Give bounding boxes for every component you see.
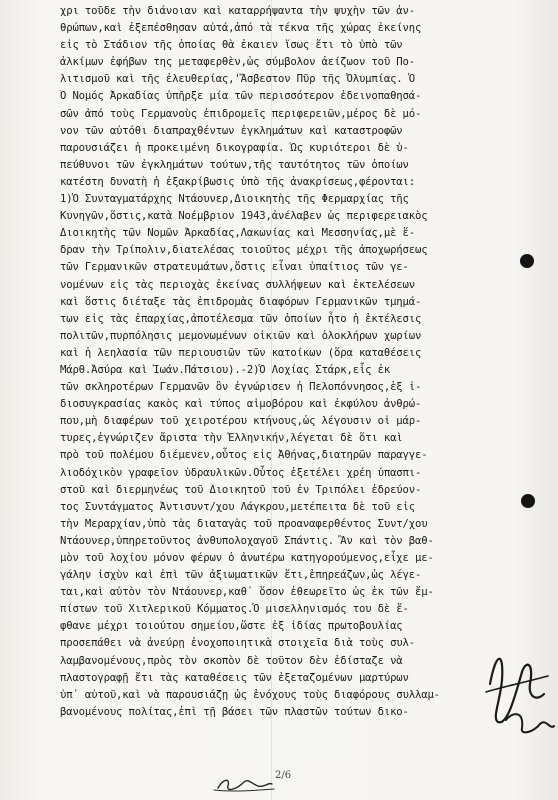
text-line: φθανε μέχρι τοιούτου σημείου,ὥστε ἐξ ἰδίας πρωτοβουλίας bbox=[60, 620, 403, 633]
punch-hole-icon bbox=[520, 254, 534, 268]
text-line: πολιτῶν,πυρπόλησις μεμονωμένων οἰκιῶν καὶ ὁλοκλήρων χωρίων bbox=[60, 329, 422, 342]
text-line: νον τῶν αὐτόθι διαπραχθέντων ἐγκλημάτων καὶ καταστροφῶν bbox=[60, 124, 403, 137]
text-line: στοῦ καὶ διερμηνέως τοῦ Διοικητοῦ τοῦ ἐν Τριπόλει ἑδρεύον- bbox=[60, 483, 422, 496]
text-line: τυρες,ἐγνώριζεν ἄριστα τὴν Ἑλληνικήν,λέγεται δὲ ὅτι καὶ bbox=[60, 432, 403, 445]
text-line: προσεπάθει νὰ ἀνεύρῃ ἐνοχοποιητικὰ στοιχεῖα διὰ τοὺς συλ- bbox=[60, 637, 415, 650]
text-line: Κυνηγῶν,ὅστις,κατὰ Νοέμβριον 1943,ἀνέλαβεν ὡς περιφερειακὸς bbox=[60, 210, 428, 223]
text-line: ὑπ᾽ αὐτοῦ,καὶ νὰ παρουσιάζῃ ὡς ἐνόχους τοὺς διαφόρους συλλαμ- bbox=[60, 688, 440, 701]
text-line: ἀλκίμων ἐφήβων της μεταφερθὲν,ὡς σύμβολον ἀείζωον τοῦ Πο- bbox=[60, 56, 415, 69]
text-line: πρὸ τοῦ πολέμου διέμενεν,οὗτος εἰς Ἀθήνας,διατηρῶν παραγγε- bbox=[60, 449, 428, 462]
text-line: καὶ ἡ λεηλασία τῶν περιουσιῶν τῶν κατοίκων (ὅρα καταθέσεις bbox=[60, 346, 422, 359]
text-line: 1)Ὁ Συνταγματάρχης Ντάουνερ,Διοικητὴς τῆς Φερμαρχίας τῆς bbox=[60, 193, 409, 206]
handwritten-signature bbox=[478, 632, 556, 742]
text-line: τῶν σκληροτέρων Γερμανῶν ὃν ἐγνώρισεν ἡ Πελοπόννησος,ἐξ ἰ- bbox=[60, 381, 422, 394]
text-line: εἰς τὸ Στάδιον τῆς ὁποίας θὰ ἐκαιεν ἴσως ἔτι τὸ ὑπὸ τῶν bbox=[60, 39, 403, 52]
text-line: Ὁ Νομός Ἀρκαδίας ὑπῆρξε μία τῶν περισσότερον ἐδεινοπαθησά- bbox=[60, 90, 422, 103]
text-line: τῶν Γερμανικῶν στρατευμάτων,ὅστις εἶναι ὑπαίτιος τῶν γε- bbox=[60, 261, 409, 274]
handwritten-initials bbox=[210, 770, 330, 794]
typewritten-text-block bbox=[60, 3, 530, 721]
text-line: τὴν Μεραρχίαν,ὑπὸ τὰς διαταγὰς τοῦ προαναφερθέντος Συντ/χου bbox=[60, 517, 428, 530]
text-line: παρουσιάζει ἡ προκειμένη δικογραφία. Ὡς κυριότεροι δὲ ὑ- bbox=[60, 141, 409, 154]
text-line: γάλην ἰσχὺν καὶ ἐπὶ τῶν ἀξιωματικῶν ἔτι,ἐπηρεάζων,ὡς λέγε- bbox=[60, 569, 422, 582]
text-line: κατέστη δυνατὴ ἡ ἐξακρίβωσις ὑπὸ τῆς ἀνακρίσεως,φέρονται: bbox=[60, 175, 415, 188]
text-line: Μάρθ.Ἀσύρα καὶ Ἰωάν.Πάτσιου).-2)Ὁ Λοχίας Στάρκ,εἷς ἐκ bbox=[60, 363, 391, 376]
text-line: σῶν ἀπό τοὺς Γερμανοὺς ἐπιδρομεῖς περιφερειῶν,μέρος δὲ μό- bbox=[60, 107, 422, 120]
text-line: πίστων τοῦ Χιτλερικοῦ Κόμματος.Ὁ μισελληνισμός του δὲ ἔ- bbox=[60, 603, 409, 616]
text-line: λιτισμοῦ καὶ τῆς ἐλευθερίας,'Ἄσβεστον Πῦρ τῆς Ὀλυμπίας. Ὁ bbox=[60, 73, 415, 86]
text-line: λαμβανομένους,πρὸς τὸν σκοπὸν δὲ τοῦτον δὲν ἐδίσταζε νὰ bbox=[60, 654, 403, 667]
punch-hole-icon bbox=[521, 494, 535, 508]
page-number: 2/6 bbox=[275, 770, 292, 781]
text-line: νομένων εἰς τὰς περιοχὰς ἐκείνας συλλήψεων καὶ ἐκτελέσεων bbox=[60, 278, 415, 291]
text-line: ται,καὶ αὐτὸν τὸν Ντάουνερ,καθ᾽ ὅσον ἐθεωρεῖτο ὡς ἐκ τῶν ἔμ- bbox=[60, 586, 434, 599]
text-line: χρι τοῦδε τὴν διάνοιαν καὶ καταρρήψαντα τὴν ψυχὴν τῶν ἀν- bbox=[60, 5, 415, 17]
text-line: πεύθυνοι τῶν ἐγκλημάτων τούτων,τῆς ταυτότητος τῶν ὁποίων bbox=[60, 158, 409, 171]
text-line: μὸν τοῦ λοχίου μόνον φέρων ὁ ἀνωτέρω κατηγορούμενος,εἶχε με- bbox=[60, 552, 434, 564]
text-line: δραν τὴν Τρίπολιν,διατελέσας τοιοῦτος μέχρι τῆς ἀποχωρήσεως bbox=[60, 244, 428, 257]
text-line: Ντάουνερ,ὑπηρετοῦντος ἀνθυπολοχαγοῦ Σπάντις. Ἂν καὶ τὸν βαθ- bbox=[60, 534, 434, 547]
text-line: πλαστογραφῇ ἔτι τὰς καταθέσεις τῶν ἐξεταζομένων μαρτύρων bbox=[60, 671, 409, 684]
text-line: βανομένους πολίτας,ἐπὶ τῇ βάσει τῶν πλαστῶν τούτων δικο- bbox=[60, 705, 409, 718]
text-line: που,μὴ διαφέρων τοῦ χειροτέρου κτήνους,ὡς λέγουσιν οἱ μάρ- bbox=[60, 415, 422, 428]
text-line: λιοδόχικὸν γραφεῖον ὑδραυλικῶν.Οὗτος ἐξετέλει χρέη ὑπασπι- bbox=[60, 466, 422, 479]
text-line: διοσυγκρασίας κακὸς καὶ τύπος αἱμοβόρου καὶ ἐκφύλου ἀνθρώ- bbox=[60, 398, 422, 411]
text-line: τος Συντάγματος Ἀντισυντ/χου Λάγκρου,μετέπειτα δὲ τοῦ εἰς bbox=[60, 500, 415, 513]
text-line: καὶ ὅστις διέταξε τὰς ἐπιδρομὰς διαφόρων Γερμανικῶν τμημά- bbox=[60, 295, 422, 308]
text-line: θρώπων,καὶ ἐξεπέσθησαν αὐτά,ἀπό τὰ τέκνα τῆς χώρας ἐκείνης bbox=[60, 22, 422, 35]
text-line: των εἰς τὰς ἐπαρχίας,ἀποτέλεσμα τῶν ὁποίων ἦτο ἡ ἐκτέλεσις bbox=[60, 312, 422, 325]
text-line: Διοικητὴς τῶν Νομῶν Ἀρκαδίας,Λακωνίας καὶ Μεσσηνίας,μὲ ἕ- bbox=[60, 227, 415, 240]
